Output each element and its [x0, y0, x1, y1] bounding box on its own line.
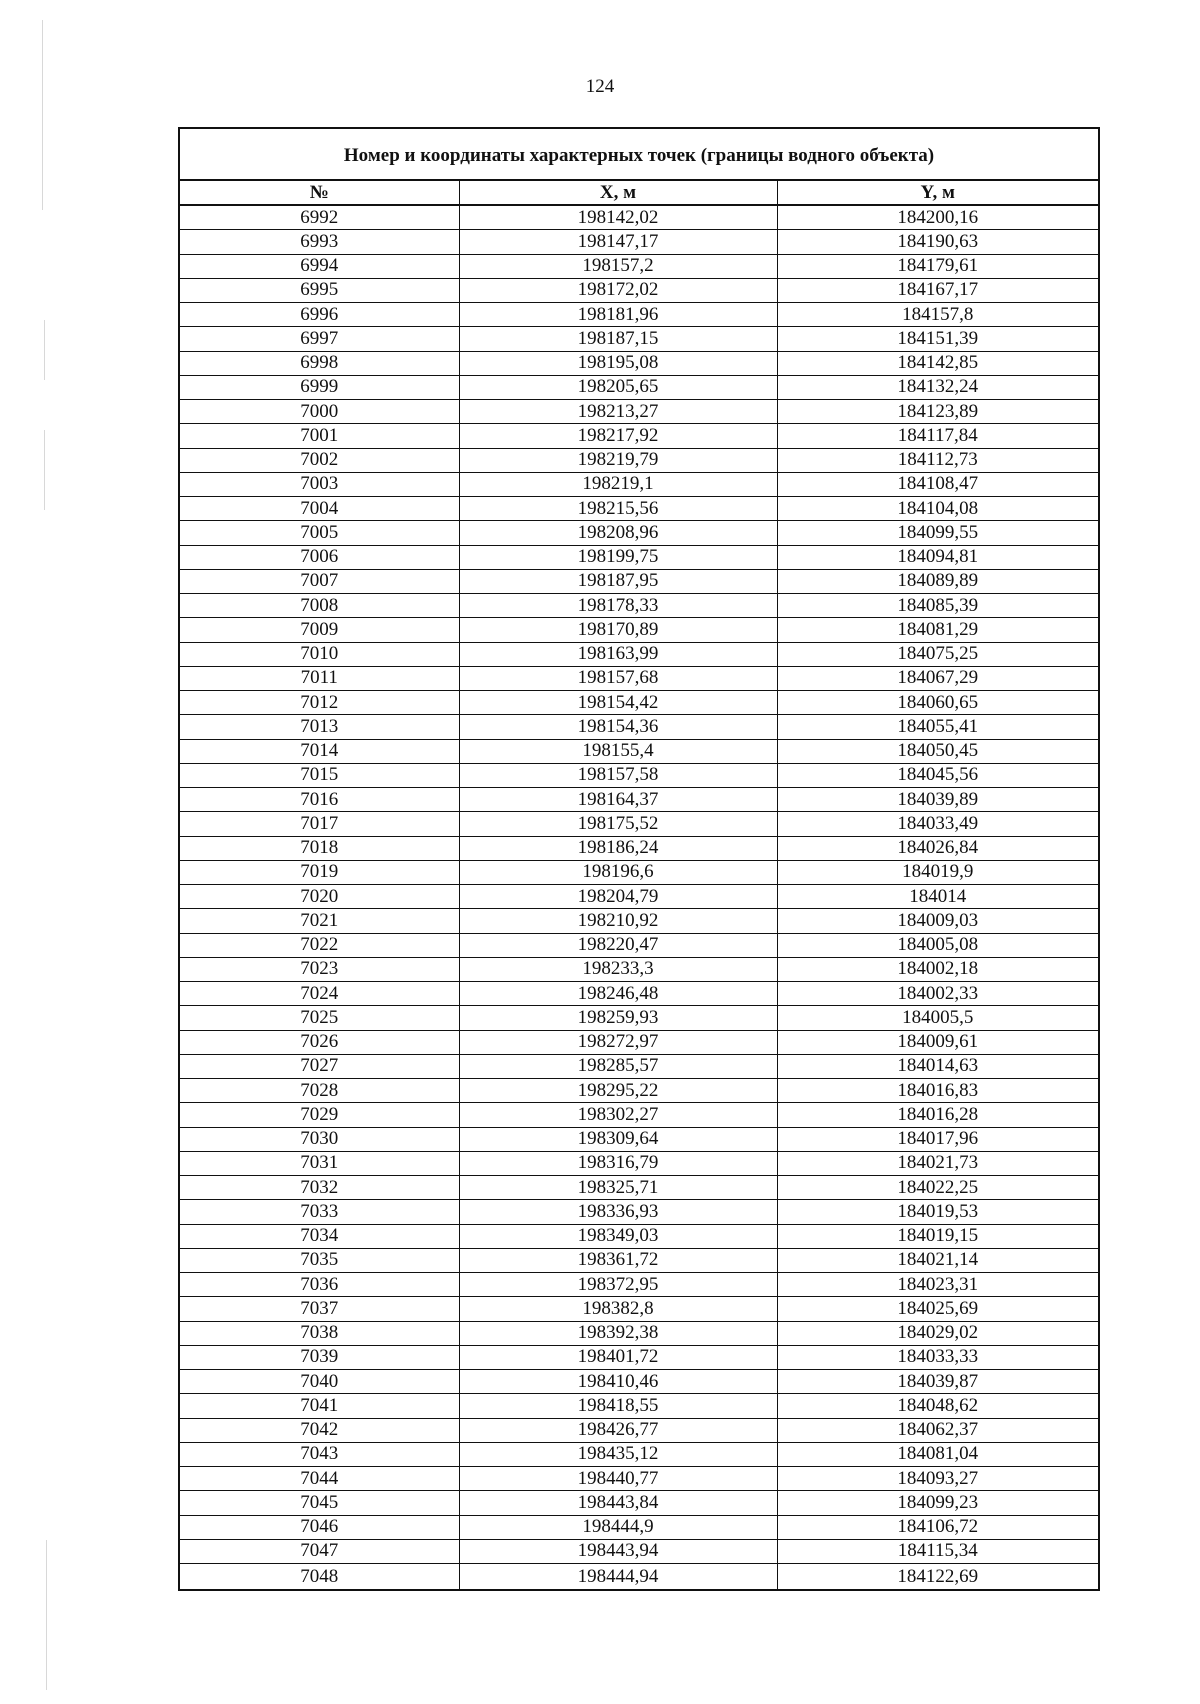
point-number-cell: 7046: [180, 1515, 459, 1539]
table-row: [180, 230, 1098, 254]
y-coordinate-cell: 184089,89: [777, 569, 1098, 593]
table-row: [180, 327, 1098, 351]
y-coordinate-cell: 184060,65: [777, 691, 1098, 715]
y-coordinate-cell: 184081,29: [777, 618, 1098, 642]
x-coordinate-cell: 198443,94: [459, 1539, 777, 1563]
y-coordinate-cell: 184099,23: [777, 1491, 1098, 1515]
point-number-cell: 7025: [180, 1006, 459, 1030]
y-coordinate-cell: 184200,16: [777, 205, 1098, 230]
y-coordinate-cell: 184075,25: [777, 642, 1098, 666]
point-number-cell: 7013: [180, 715, 459, 739]
table-row: [180, 1176, 1098, 1200]
column-header-y: Y, м: [777, 181, 1098, 205]
table-row: [180, 1054, 1098, 1078]
x-coordinate-cell: 198426,77: [459, 1418, 777, 1442]
x-coordinate-cell: 198154,36: [459, 715, 777, 739]
table-body: [180, 205, 1098, 1589]
x-coordinate-cell: 198349,03: [459, 1224, 777, 1248]
table-row: [180, 618, 1098, 642]
table-row: [180, 1200, 1098, 1224]
scan-artifact-line: [44, 320, 45, 380]
y-coordinate-cell: 184179,61: [777, 254, 1098, 278]
x-coordinate-cell: 198285,57: [459, 1054, 777, 1078]
point-number-cell: 6998: [180, 351, 459, 375]
point-number-cell: 7005: [180, 521, 459, 545]
y-coordinate-cell: 184002,33: [777, 982, 1098, 1006]
point-number-cell: 7019: [180, 860, 459, 884]
x-coordinate-cell: 198172,02: [459, 278, 777, 302]
table-row: [180, 1321, 1098, 1345]
y-coordinate-cell: 184021,73: [777, 1151, 1098, 1175]
x-coordinate-cell: 198157,58: [459, 763, 777, 787]
x-coordinate-cell: 198181,96: [459, 303, 777, 327]
x-coordinate-cell: 198186,24: [459, 836, 777, 860]
point-number-cell: 7017: [180, 812, 459, 836]
x-coordinate-cell: 198210,92: [459, 909, 777, 933]
table-row: [180, 205, 1098, 230]
table-row: [180, 860, 1098, 884]
table-row: [180, 1539, 1098, 1563]
table-row: [180, 521, 1098, 545]
point-number-cell: 7043: [180, 1442, 459, 1466]
x-coordinate-cell: 198325,71: [459, 1176, 777, 1200]
table-row: [180, 448, 1098, 472]
y-coordinate-cell: 184014: [777, 885, 1098, 909]
point-number-cell: 7004: [180, 497, 459, 521]
point-number-cell: 7047: [180, 1539, 459, 1563]
y-coordinate-cell: 184093,27: [777, 1467, 1098, 1491]
point-number-cell: 7014: [180, 739, 459, 763]
x-coordinate-cell: 198382,8: [459, 1297, 777, 1321]
point-number-cell: 7042: [180, 1418, 459, 1442]
x-coordinate-cell: 198443,84: [459, 1491, 777, 1515]
x-coordinate-cell: 198302,27: [459, 1103, 777, 1127]
y-coordinate-cell: 184115,34: [777, 1539, 1098, 1563]
table-row: [180, 1297, 1098, 1321]
point-number-cell: 7012: [180, 691, 459, 715]
x-coordinate-cell: 198175,52: [459, 812, 777, 836]
x-coordinate-cell: 198187,95: [459, 569, 777, 593]
table-row: [180, 909, 1098, 933]
table-row: [180, 1564, 1098, 1590]
y-coordinate-cell: 184019,53: [777, 1200, 1098, 1224]
point-number-cell: 7038: [180, 1321, 459, 1345]
point-number-cell: 7044: [180, 1467, 459, 1491]
y-coordinate-cell: 184081,04: [777, 1442, 1098, 1466]
x-coordinate-cell: 198163,99: [459, 642, 777, 666]
table-row: [180, 351, 1098, 375]
column-header-x: X, м: [459, 181, 777, 205]
point-number-cell: 6997: [180, 327, 459, 351]
y-coordinate-cell: 184026,84: [777, 836, 1098, 860]
table-row: [180, 691, 1098, 715]
y-coordinate-cell: 184062,37: [777, 1418, 1098, 1442]
x-coordinate-cell: 198154,42: [459, 691, 777, 715]
x-coordinate-cell: 198208,96: [459, 521, 777, 545]
x-coordinate-cell: 198410,46: [459, 1370, 777, 1394]
x-coordinate-cell: 198220,47: [459, 933, 777, 957]
y-coordinate-cell: 184016,28: [777, 1103, 1098, 1127]
point-number-cell: 7037: [180, 1297, 459, 1321]
table-row: [180, 1273, 1098, 1297]
point-number-cell: 7041: [180, 1394, 459, 1418]
point-number-cell: 7023: [180, 957, 459, 981]
table-row: [180, 1030, 1098, 1054]
x-coordinate-cell: 198401,72: [459, 1345, 777, 1369]
y-coordinate-cell: 184016,83: [777, 1079, 1098, 1103]
header-row: [180, 181, 1098, 205]
y-coordinate-cell: 184055,41: [777, 715, 1098, 739]
table-row: [180, 1418, 1098, 1442]
point-number-cell: 6993: [180, 230, 459, 254]
y-coordinate-cell: 184117,84: [777, 424, 1098, 448]
table-row: [180, 812, 1098, 836]
point-number-cell: 7022: [180, 933, 459, 957]
x-coordinate-cell: 198213,27: [459, 400, 777, 424]
y-coordinate-cell: 184009,03: [777, 909, 1098, 933]
table-row: [180, 885, 1098, 909]
page-number: 124: [585, 76, 615, 97]
x-coordinate-cell: 198392,38: [459, 1321, 777, 1345]
point-number-cell: 7018: [180, 836, 459, 860]
table-row: [180, 1224, 1098, 1248]
x-coordinate-cell: 198440,77: [459, 1467, 777, 1491]
table-row: [180, 763, 1098, 787]
x-coordinate-cell: 198233,3: [459, 957, 777, 981]
x-coordinate-cell: 198418,55: [459, 1394, 777, 1418]
table-row: [180, 788, 1098, 812]
point-number-cell: 7034: [180, 1224, 459, 1248]
y-coordinate-cell: 184132,24: [777, 375, 1098, 399]
table-row: [180, 1248, 1098, 1272]
x-coordinate-cell: 198164,37: [459, 788, 777, 812]
y-coordinate-cell: 184099,55: [777, 521, 1098, 545]
point-number-cell: 7031: [180, 1151, 459, 1175]
y-coordinate-cell: 184033,33: [777, 1345, 1098, 1369]
point-number-cell: 7036: [180, 1273, 459, 1297]
table-row: [180, 1515, 1098, 1539]
table-row: [180, 982, 1098, 1006]
table-row: [180, 1467, 1098, 1491]
point-number-cell: 7032: [180, 1176, 459, 1200]
table-row: [180, 545, 1098, 569]
table-row: [180, 400, 1098, 424]
table-row: [180, 1127, 1098, 1151]
x-coordinate-cell: 198147,17: [459, 230, 777, 254]
x-coordinate-cell: 198195,08: [459, 351, 777, 375]
y-coordinate-cell: 184045,56: [777, 763, 1098, 787]
coordinates-grid: [180, 181, 1098, 1589]
point-number-cell: 7009: [180, 618, 459, 642]
x-coordinate-cell: 198219,79: [459, 448, 777, 472]
point-number-cell: 6996: [180, 303, 459, 327]
table-row: [180, 254, 1098, 278]
y-coordinate-cell: 184142,85: [777, 351, 1098, 375]
y-coordinate-cell: 184025,69: [777, 1297, 1098, 1321]
y-coordinate-cell: 184022,25: [777, 1176, 1098, 1200]
point-number-cell: 7002: [180, 448, 459, 472]
y-coordinate-cell: 184017,96: [777, 1127, 1098, 1151]
point-number-cell: 7006: [180, 545, 459, 569]
point-number-cell: 6995: [180, 278, 459, 302]
table-row: [180, 303, 1098, 327]
point-number-cell: 7015: [180, 763, 459, 787]
table-row: [180, 472, 1098, 496]
x-coordinate-cell: 198309,64: [459, 1127, 777, 1151]
table-row: [180, 1103, 1098, 1127]
point-number-cell: 7035: [180, 1248, 459, 1272]
y-coordinate-cell: 184104,08: [777, 497, 1098, 521]
y-coordinate-cell: 184039,89: [777, 788, 1098, 812]
y-coordinate-cell: 184157,8: [777, 303, 1098, 327]
point-number-cell: 6999: [180, 375, 459, 399]
point-number-cell: 7029: [180, 1103, 459, 1127]
table-row: [180, 1006, 1098, 1030]
table-row: [180, 1394, 1098, 1418]
point-number-cell: 7040: [180, 1370, 459, 1394]
table-row: [180, 1491, 1098, 1515]
y-coordinate-cell: 184014,63: [777, 1054, 1098, 1078]
point-number-cell: 7010: [180, 642, 459, 666]
x-coordinate-cell: 198199,75: [459, 545, 777, 569]
x-coordinate-cell: 198444,9: [459, 1515, 777, 1539]
y-coordinate-cell: 184039,87: [777, 1370, 1098, 1394]
table-row: [180, 1370, 1098, 1394]
y-coordinate-cell: 184005,08: [777, 933, 1098, 957]
point-number-cell: 7008: [180, 594, 459, 618]
x-coordinate-cell: 198295,22: [459, 1079, 777, 1103]
y-coordinate-cell: 184019,9: [777, 860, 1098, 884]
scan-artifact-line: [46, 1540, 47, 1690]
table-row: [180, 569, 1098, 593]
table-row: [180, 739, 1098, 763]
x-coordinate-cell: 198157,2: [459, 254, 777, 278]
table-row: [180, 836, 1098, 860]
column-header-number: №: [180, 181, 459, 205]
x-coordinate-cell: 198259,93: [459, 1006, 777, 1030]
y-coordinate-cell: 184002,18: [777, 957, 1098, 981]
y-coordinate-cell: 184108,47: [777, 472, 1098, 496]
y-coordinate-cell: 184009,61: [777, 1030, 1098, 1054]
point-number-cell: 7033: [180, 1200, 459, 1224]
table-row: [180, 278, 1098, 302]
table-row: [180, 933, 1098, 957]
x-coordinate-cell: 198215,56: [459, 497, 777, 521]
x-coordinate-cell: 198361,72: [459, 1248, 777, 1272]
point-number-cell: 7001: [180, 424, 459, 448]
y-coordinate-cell: 184023,31: [777, 1273, 1098, 1297]
y-coordinate-cell: 184106,72: [777, 1515, 1098, 1539]
point-number-cell: 7030: [180, 1127, 459, 1151]
y-coordinate-cell: 184019,15: [777, 1224, 1098, 1248]
y-coordinate-cell: 184167,17: [777, 278, 1098, 302]
y-coordinate-cell: 184005,5: [777, 1006, 1098, 1030]
table-row: [180, 1151, 1098, 1175]
table-row: [180, 715, 1098, 739]
x-coordinate-cell: 198217,92: [459, 424, 777, 448]
point-number-cell: 7027: [180, 1054, 459, 1078]
point-number-cell: 7016: [180, 788, 459, 812]
table-row: [180, 957, 1098, 981]
y-coordinate-cell: 184085,39: [777, 594, 1098, 618]
point-number-cell: 7011: [180, 666, 459, 690]
point-number-cell: 7003: [180, 472, 459, 496]
table-caption: Номер и координаты характерных точек (границы водного объекта): [180, 129, 1098, 181]
table-row: [180, 1079, 1098, 1103]
y-coordinate-cell: 184151,39: [777, 327, 1098, 351]
x-coordinate-cell: 198196,6: [459, 860, 777, 884]
y-coordinate-cell: 184094,81: [777, 545, 1098, 569]
y-coordinate-cell: 184122,69: [777, 1564, 1098, 1590]
y-coordinate-cell: 184067,29: [777, 666, 1098, 690]
point-number-cell: 7026: [180, 1030, 459, 1054]
x-coordinate-cell: 198142,02: [459, 205, 777, 230]
x-coordinate-cell: 198336,93: [459, 1200, 777, 1224]
point-number-cell: 7020: [180, 885, 459, 909]
x-coordinate-cell: 198178,33: [459, 594, 777, 618]
y-coordinate-cell: 184112,73: [777, 448, 1098, 472]
y-coordinate-cell: 184029,02: [777, 1321, 1098, 1345]
x-coordinate-cell: 198316,79: [459, 1151, 777, 1175]
point-number-cell: 7024: [180, 982, 459, 1006]
point-number-cell: 7007: [180, 569, 459, 593]
x-coordinate-cell: 198205,65: [459, 375, 777, 399]
x-coordinate-cell: 198444,94: [459, 1564, 777, 1590]
x-coordinate-cell: 198187,15: [459, 327, 777, 351]
x-coordinate-cell: 198157,68: [459, 666, 777, 690]
x-coordinate-cell: 198219,1: [459, 472, 777, 496]
x-coordinate-cell: 198435,12: [459, 1442, 777, 1466]
table-row: [180, 594, 1098, 618]
point-number-cell: 7028: [180, 1079, 459, 1103]
y-coordinate-cell: 184050,45: [777, 739, 1098, 763]
table-row: [180, 424, 1098, 448]
table-row: [180, 375, 1098, 399]
coordinates-table: [178, 127, 1100, 1591]
x-coordinate-cell: 198246,48: [459, 982, 777, 1006]
table-row: [180, 1442, 1098, 1466]
y-coordinate-cell: 184033,49: [777, 812, 1098, 836]
scan-artifact-line: [44, 430, 45, 510]
table-row: [180, 1345, 1098, 1369]
point-number-cell: 7039: [180, 1345, 459, 1369]
scan-artifact-line: [42, 20, 43, 210]
point-number-cell: 6992: [180, 205, 459, 230]
point-number-cell: 7000: [180, 400, 459, 424]
y-coordinate-cell: 184021,14: [777, 1248, 1098, 1272]
x-coordinate-cell: 198155,4: [459, 739, 777, 763]
point-number-cell: 7048: [180, 1564, 459, 1590]
table-row: [180, 497, 1098, 521]
table-row: [180, 642, 1098, 666]
y-coordinate-cell: 184190,63: [777, 230, 1098, 254]
point-number-cell: 7021: [180, 909, 459, 933]
point-number-cell: 7045: [180, 1491, 459, 1515]
table-row: [180, 666, 1098, 690]
y-coordinate-cell: 184123,89: [777, 400, 1098, 424]
x-coordinate-cell: 198272,97: [459, 1030, 777, 1054]
point-number-cell: 6994: [180, 254, 459, 278]
x-coordinate-cell: 198372,95: [459, 1273, 777, 1297]
y-coordinate-cell: 184048,62: [777, 1394, 1098, 1418]
x-coordinate-cell: 198170,89: [459, 618, 777, 642]
x-coordinate-cell: 198204,79: [459, 885, 777, 909]
